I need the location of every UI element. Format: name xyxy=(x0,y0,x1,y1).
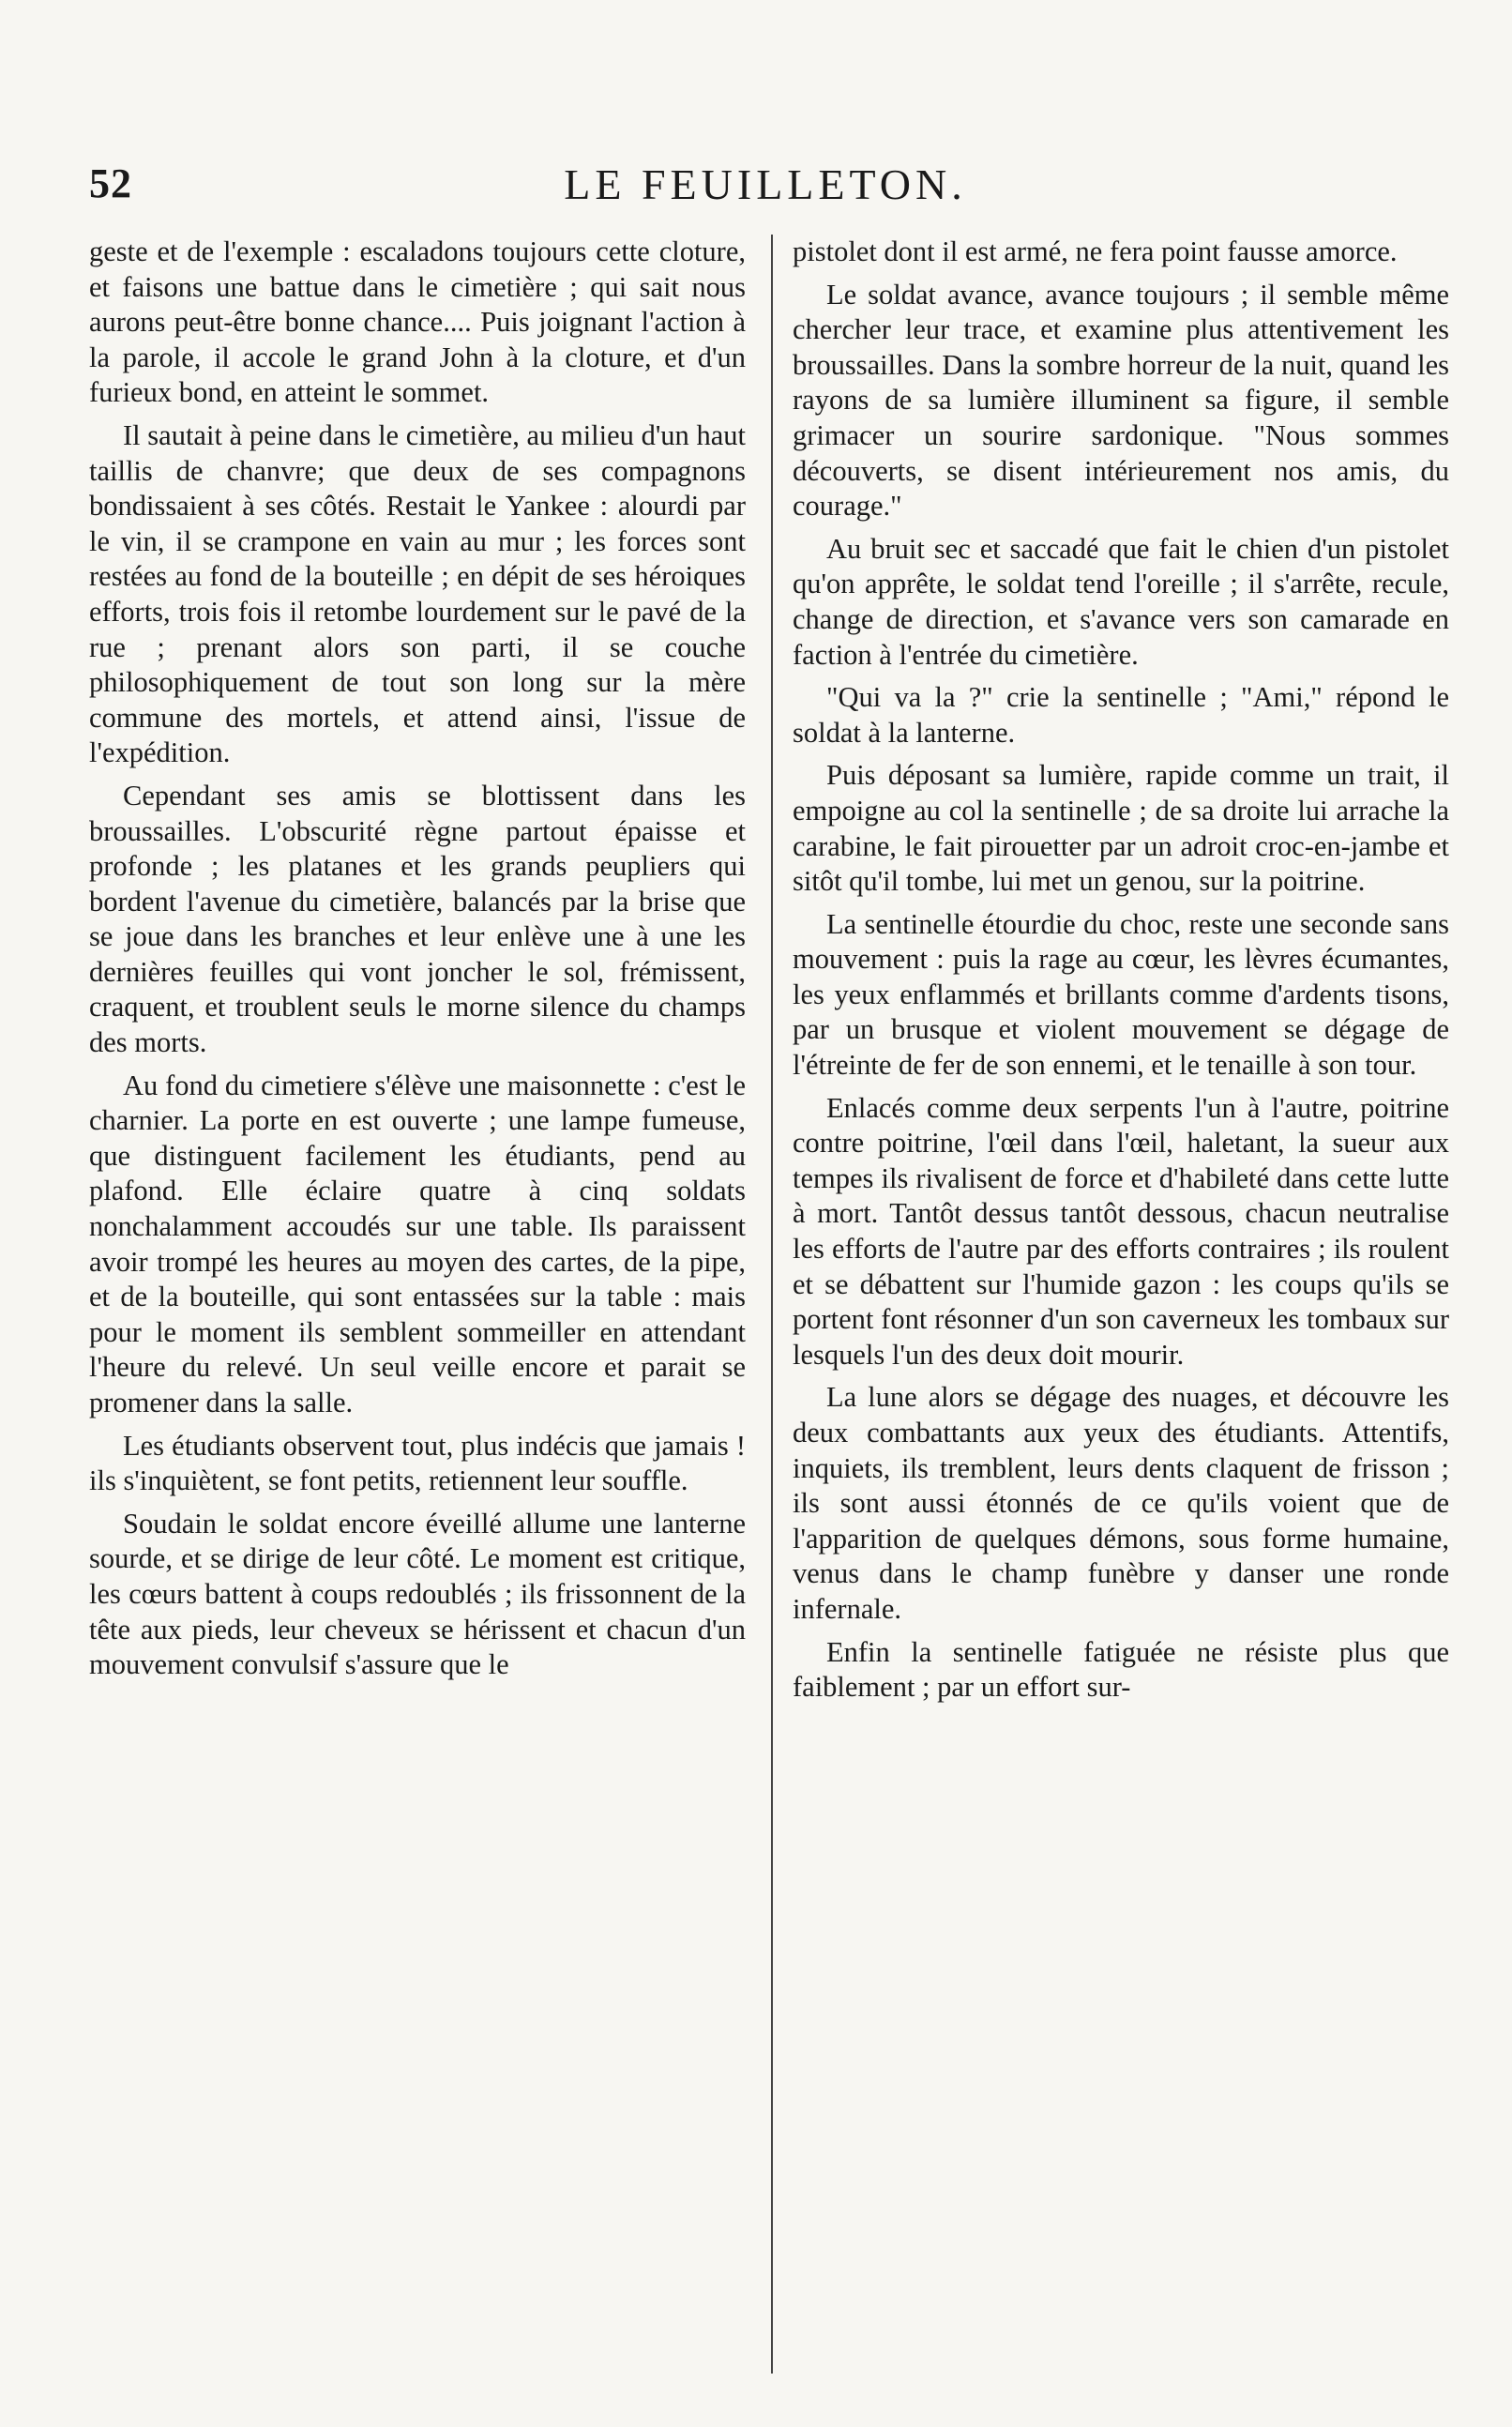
column-divider xyxy=(771,235,773,2374)
paragraph: Au bruit sec et saccadé que fait le chien d'un pistolet qu'on apprête, le soldat tend l'oreille ; il s'arrête, recule, change de direction, et s'avance vers son camarade en faction à l'entrée du cimetière. xyxy=(793,532,1449,671)
paragraph: "Qui va la ?" crie la sentinelle ; "Ami," répond le soldat à la lanterne. xyxy=(793,681,1449,749)
running-title: LE FEUILLETON. xyxy=(564,160,967,208)
page-number: 52 xyxy=(89,160,132,206)
paragraph: Enfin la sentinelle fatiguée ne résiste plus que faiblement ; par un effort sur- xyxy=(793,1635,1449,1704)
paragraph: geste et de l'exemple : escaladons toujours cette cloture, et faisons une battue dans le cimetière ; qui sait nous aurons peut-être bonne chance.... Puis joignant l'action à la parole, il accole le grand John à la cloture, et d'un furieux bond, en atteint le sommet. xyxy=(89,235,746,409)
right-column xyxy=(793,235,1449,1713)
paragraph: Cependant ses amis se blottissent dans les broussailles. L'obscurité règne partout épaisse et profonde ; les platanes et les grands peupliers qui bordent l'avenue du cimetière, balancés par la brise que se joue dans les branches et leur enlève une à une les dernières feuilles qui vont joncher le sol, frémissent, craquent, et troublent seuls le morne silence du champs des morts. xyxy=(89,779,746,1059)
paragraph: Puis déposant sa lumière, rapide comme un trait, il empoigne au col la sentinelle ; de sa droite lui arrache la carabine, le fait pirouetter par un adroit croc-en-jambe et sitôt qu'il tombe, lui met un genou, sur la poitrine. xyxy=(793,759,1449,898)
paragraph: Le soldat avance, avance toujours ; il semble même chercher leur trace, et examine plus attentivement les broussailles. Dans la sombre horreur de la nuit, quand les rayons de sa lumière illuminent sa figure, il semble grimacer un sourire sardonique. "Nous sommes découverts, se disent intérieurement nos amis, du courage." xyxy=(793,278,1449,523)
text-columns xyxy=(89,235,1449,2392)
paragraph: Il sautait à peine dans le cimetière, au milieu d'un haut taillis de chanvre; que deux de ses compagnons bondissaient à ses côtés. Restait le Yankee : alourdi par le vin, il se crampone en vain au mur ; les forces sont restées au fond de la bouteille ; en dépit de ses héroiques efforts, trois fois il retombe lourdement sur le pavé de la rue ; prenant alors son parti, il se couche philosophiquement de tout son long sur la mère commune des mortels, et attend ainsi, l'issue de l'expédition. xyxy=(89,418,746,769)
paragraph: La lune alors se dégage des nuages, et découvre les deux combattants aux yeux des étudiants. Attentifs, inquiets, ils tremblent, leurs dents claquent de frisson ; ils sont aussi étonnés de ce qu'ils voient que de l'apparition de quelques démons, sous forme humaine, venus dans le champ funèbre y danser une ronde infernale. xyxy=(793,1381,1449,1625)
paragraph: Soudain le soldat encore éveillé allume une lanterne sourde, et se dirige de leur côté. Le moment est critique, les cœurs battent à coups redoublés ; ils frissonnent de la tête aux pieds, leur cheveux se hérissent et chacun d'un mouvement convulsif s'assure que le xyxy=(89,1507,746,1681)
page-header xyxy=(89,159,1442,216)
left-column xyxy=(89,235,746,1691)
paragraph: La sentinelle étourdie du choc, reste une seconde sans mouvement : puis la rage au cœur, les lèvres écumantes, les yeux enflammés et brillants comme d'ardents tisons, par un brusque et violent mouvement se dégage de l'étreinte de fer de son ennemi, et le tenaille à son tour. xyxy=(793,907,1449,1082)
paragraph: Les étudiants observent tout, plus indécis que jamais ! ils s'inquiètent, se font petits, retiennent leur souffle. xyxy=(89,1429,746,1497)
paragraph: Enlacés comme deux serpents l'un à l'autre, poitrine contre poitrine, l'œil dans l'œil, haletant, la sueur aux tempes ils rivalisent de force et d'habileté dans cette lutte à mort. Tantôt dessus tantôt dessous, chacun neutralise les efforts de l'autre par des efforts contraires ; ils roulent et se débattent sur l'humide gazon : les coups qu'ils se portent font résonner d'un son caverneux les tombaux sur lesquels l'un des deux doit mourir. xyxy=(793,1091,1449,1371)
paragraph: Au fond du cimetiere s'élève une maisonnette : c'est le charnier. La porte en est ouverte ; une lampe fumeuse, que distinguent facilement les étudiants, pend au plafond. Elle éclaire quatre à cinq soldats nonchalamment accoudés sur une table. Ils paraissent avoir trompé les heures au moyen des cartes, de la pipe, et de la bouteille, qui sont entassées sur la table : mais pour le moment ils semblent sommeiller en attendant l'heure du relevé. Un seul veille encore et parait se promener dans la salle. xyxy=(89,1069,746,1418)
paragraph: pistolet dont il est armé, ne fera point fausse amorce. xyxy=(793,235,1398,267)
